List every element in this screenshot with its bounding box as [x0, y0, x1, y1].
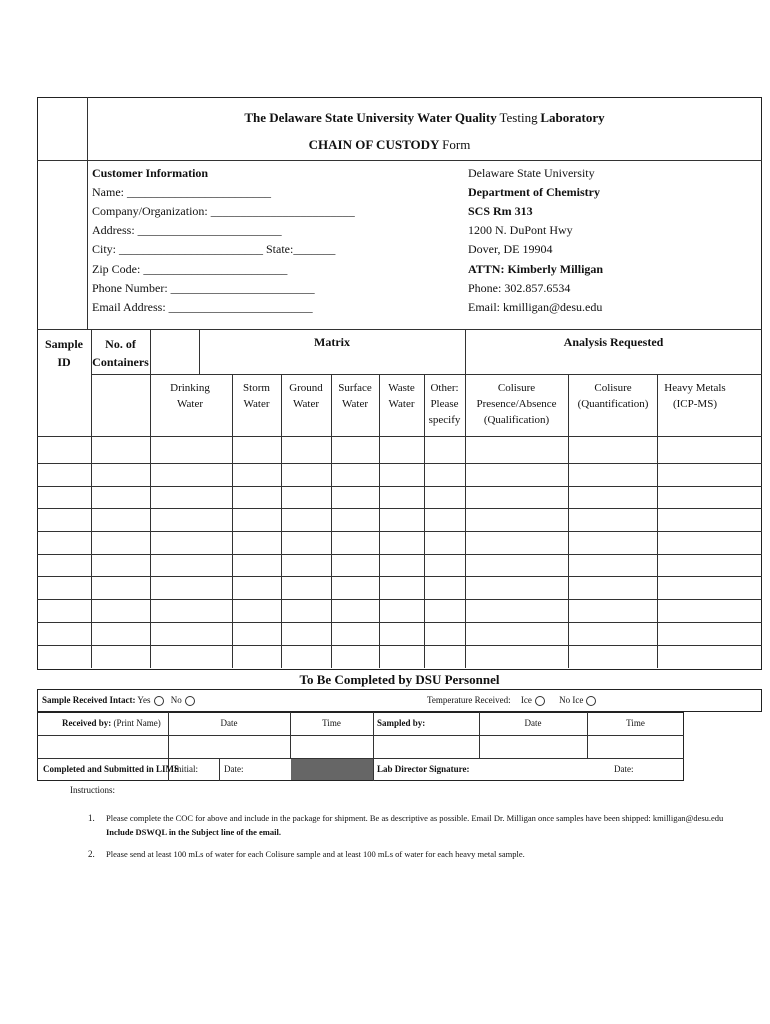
header-bottom-line — [37, 160, 762, 161]
director-date-label: Date: — [614, 764, 634, 774]
instruction-2-number: 2. — [88, 849, 95, 859]
col-line — [379, 374, 380, 668]
header-divider — [87, 97, 88, 330]
drinking-water-header: Drinking Water — [170, 382, 210, 410]
shaded-cell — [291, 759, 373, 780]
initial-label: Initial: — [174, 764, 198, 774]
lims-date-label: Date: — [224, 764, 244, 774]
received-time-label: Time — [322, 718, 341, 728]
lab-phone: Phone: 302.857.6534 — [468, 281, 571, 295]
other-header: Other: Please specify — [428, 382, 461, 426]
header-sub-line — [91, 374, 762, 375]
heavy-metals-header: Heavy Metals (ICP-MS) — [664, 382, 726, 410]
form-subtitle: CHAIN OF CUSTODY Form — [308, 137, 471, 152]
zip-field[interactable]: Zip Code: ________________________ — [92, 262, 288, 276]
col-line — [657, 374, 658, 668]
col-line — [91, 329, 92, 668]
colisure-quant-header: Colisure (Quantification) — [577, 382, 649, 410]
phone-field[interactable]: Phone Number: ________________________ — [92, 281, 315, 295]
ground-water-header: Ground Water — [289, 382, 323, 410]
lims-label: Completed and Submitted in LIMS — [43, 764, 180, 774]
col-line — [281, 374, 282, 668]
waste-water-header: Waste Water — [388, 382, 415, 410]
director-signature-label: Lab Director Signature: — [377, 764, 470, 774]
surface-water-header: Surface Water — [338, 382, 372, 410]
lab-email: Email: kmilligan@desu.edu — [468, 300, 603, 314]
intact-yes-radio[interactable] — [154, 696, 164, 706]
containers-header: No. of Containers — [92, 337, 149, 369]
col-line — [568, 374, 569, 668]
col-line — [373, 712, 374, 781]
lab-attn: ATTN: Kimberly Milligan — [468, 262, 604, 276]
form-title: The Delaware State University Water Quality Testing Laboratory — [244, 110, 605, 125]
info-bottom-line — [37, 329, 762, 330]
table-row — [37, 436, 762, 437]
col-line — [232, 374, 233, 668]
instruction-2-text: Please send at least 100 mLs of water for each Colisure sample and at least 100 mLs of water for each heavy metal sample. — [106, 849, 525, 859]
analysis-header: Analysis Requested — [563, 335, 664, 349]
company-field[interactable]: Company/Organization: ________________________ — [92, 204, 355, 218]
sampled-by-label: Sampled by: — [377, 718, 426, 728]
colisure-qual-header: Colisure Presence/Absence (Qualification) — [476, 382, 557, 426]
received-date-label: Date — [220, 718, 238, 728]
col-line — [150, 329, 151, 668]
table-row — [37, 554, 762, 555]
lab-department: Department of Chemistry — [468, 185, 600, 199]
sample-id-header: Sample ID — [44, 337, 83, 369]
table-row — [37, 508, 762, 509]
instructions-heading: Instructions: — [70, 785, 115, 795]
name-field[interactable]: Name: ________________________ — [92, 185, 271, 199]
col-line — [219, 758, 220, 781]
table-row — [37, 463, 762, 464]
table-row — [37, 645, 762, 646]
intact-no-radio[interactable] — [185, 696, 195, 706]
table-row — [37, 576, 762, 577]
lab-street: 1200 N. DuPont Hwy — [468, 223, 573, 237]
sampled-date-label: Date — [524, 718, 542, 728]
no-ice-radio[interactable] — [586, 696, 596, 706]
received-by-label: Received by: (Print Name) — [62, 718, 161, 728]
customer-heading: Customer Information — [92, 166, 209, 180]
col-line — [331, 374, 332, 668]
matrix-header: Matrix — [314, 335, 350, 349]
lab-university: Delaware State University — [468, 166, 595, 180]
table-row — [37, 599, 762, 600]
ice-radio[interactable] — [535, 696, 545, 706]
city-state-field[interactable]: City: ________________________ State:_______ — [92, 242, 336, 256]
instruction-1-text: Please complete the COC for above and include in the package for shipment. Be as descriptive as possible. Email Dr. Milligan once samples have been shipped: kmilligan@desu.edu — [106, 813, 724, 823]
table-row — [37, 486, 762, 487]
email-field[interactable]: Email Address: ________________________ — [92, 300, 313, 314]
storm-water-header: Storm Water — [243, 382, 270, 410]
table-row — [37, 622, 762, 623]
sample-intact-row: Sample Received Intact: Yes No — [42, 694, 195, 706]
dsu-heading: To Be Completed by DSU Personnel — [299, 672, 500, 687]
sampled-time-label: Time — [626, 718, 645, 728]
temperature-row: Temperature Received: Ice No Ice — [427, 694, 596, 706]
lab-room: SCS Rm 313 — [468, 204, 533, 218]
address-field[interactable]: Address: ________________________ — [92, 223, 282, 237]
lab-city: Dover, DE 19904 — [468, 242, 553, 256]
table-row — [37, 531, 762, 532]
instruction-1-number: 1. — [88, 813, 95, 823]
instruction-1-subject: Include DSWQL in the Subject line of the email. — [106, 827, 281, 837]
col-line — [465, 329, 466, 668]
